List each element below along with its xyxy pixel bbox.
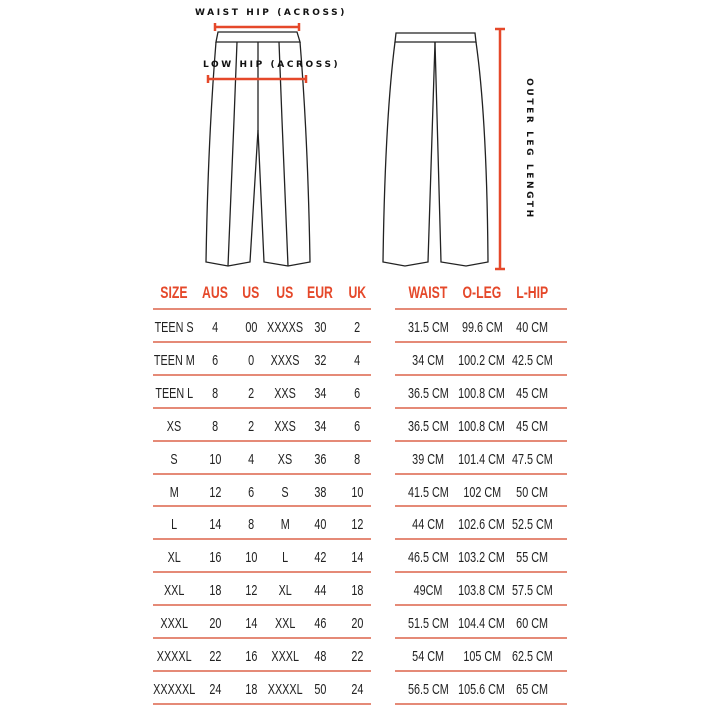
row-divider (153, 407, 371, 409)
row-divider (395, 473, 567, 475)
table-cell-text: 22 (350, 648, 364, 665)
table-cell (487, 484, 577, 501)
table-cell-text: 14 (244, 615, 258, 633)
table-cell-text: 4 (211, 319, 219, 336)
table-cell-text: XXL (274, 615, 296, 633)
table-cell-text: TEEN S (154, 319, 194, 336)
column-header (492, 283, 572, 303)
table-cell-text: 57.5 CM (511, 582, 553, 600)
table-cell-text: 30 (313, 319, 327, 336)
table-cell-text: 45 CM (516, 417, 548, 435)
table-cell-text: M (280, 516, 290, 534)
column-header-text: AUS (202, 283, 228, 302)
table-cell-text: S (281, 483, 289, 501)
table-cell-text: 18 (244, 680, 258, 698)
table-cell-text: 46 (313, 615, 327, 633)
table-cell-text: 14 (350, 549, 364, 567)
table-cell-text: 54 CM (412, 648, 444, 665)
table-cell-text: TEEN M (153, 351, 195, 369)
table-cell-text: 36 (313, 450, 327, 468)
table-cell-text: 102.6 CM (458, 516, 506, 534)
table-cell-text: 55 CM (516, 549, 548, 567)
table-cell-text: 16 (208, 549, 222, 567)
table-cell-text: XXL (163, 582, 185, 600)
row-divider (153, 571, 371, 573)
table-cell-text: XXXL (271, 648, 299, 665)
row-divider (153, 703, 371, 705)
table-cell-text: 16 (244, 648, 258, 665)
pants-diagram (0, 0, 720, 290)
table-cell-text: 20 (350, 615, 364, 633)
table-cell-text: XL (278, 582, 292, 600)
table-cell-text: 50 (313, 680, 327, 698)
table-cell-text: 8 (353, 450, 361, 468)
table-cell-text: XXS (274, 384, 296, 402)
table-cell-text: 103.8 CM (458, 582, 506, 600)
table-cell-text: 32 (313, 351, 327, 369)
table-cell-text: 49CM (413, 582, 443, 600)
table-cell-text: 12 (350, 516, 364, 534)
row-divider (395, 604, 567, 606)
column-header-text: US (276, 283, 294, 302)
table-cell-text: 105 CM (463, 648, 501, 665)
table-cell-text: XXXXS (266, 319, 304, 336)
table-cell-text: 6 (353, 417, 361, 435)
table-cell-text: 10 (208, 450, 222, 468)
outer-leg-length-label: OUTER LEG LENGTH (523, 78, 534, 220)
table-cell-text: S (170, 450, 178, 468)
table-cell (487, 451, 577, 468)
table-cell-text: 6 (247, 483, 255, 501)
column-header-text: US (242, 283, 260, 302)
table-cell-text: 36.5 CM (407, 417, 449, 435)
table-cell (487, 549, 577, 566)
table-cell-text: 2 (353, 319, 361, 336)
table-cell-text: 22 (208, 648, 222, 665)
column-header-text: UK (348, 283, 366, 302)
table-cell-text: 6 (211, 351, 219, 369)
table-cell-text: 2 (247, 384, 255, 402)
table-cell-text: 46.5 CM (407, 549, 449, 567)
table-cell (487, 681, 577, 698)
row-divider (395, 637, 567, 639)
table-cell-text: 48 (313, 648, 327, 665)
table-cell-text: 24 (350, 680, 364, 698)
table-cell-text: L (170, 516, 178, 534)
table-cell-text: 4 (353, 351, 361, 369)
row-divider (153, 670, 371, 672)
table-cell-text: XXS (274, 417, 296, 435)
row-divider (153, 341, 371, 343)
row-divider (395, 703, 567, 705)
table-cell (487, 648, 577, 665)
waist-hip-measure-line (215, 23, 299, 31)
table-cell (487, 418, 577, 435)
table-cell-text: 00 (244, 319, 258, 336)
table-cell (487, 582, 577, 599)
table-cell-text: 51.5 CM (407, 615, 449, 633)
low-hip-measure-line (208, 75, 306, 83)
header-divider (395, 308, 567, 310)
column-header-text: O-LEG (462, 283, 502, 302)
table-cell-text: XS (277, 450, 293, 468)
table-cell-text: 41.5 CM (407, 483, 449, 501)
waist-hip-label: WAIST HIP (ACROSS) (195, 8, 347, 18)
table-cell-text: 99.6 CM (461, 319, 503, 336)
table-cell-text: XXXL (160, 615, 188, 633)
row-divider (395, 571, 567, 573)
row-divider (153, 473, 371, 475)
table-cell-text: 104.4 CM (458, 615, 506, 633)
row-divider (395, 538, 567, 540)
row-divider (395, 374, 567, 376)
table-cell-text: 62.5 CM (511, 648, 553, 665)
table-cell-text: 39 CM (412, 450, 444, 468)
low-hip-label: LOW HIP (ACROSS) (203, 60, 341, 70)
table-cell-text: XXXS (270, 351, 300, 369)
row-divider (153, 637, 371, 639)
table-cell-text: 34 CM (412, 351, 444, 369)
table-cell (487, 615, 577, 632)
table-cell-text: 38 (313, 483, 327, 501)
table-cell-text: 12 (208, 483, 222, 501)
table-cell-text: L (281, 549, 289, 567)
table-cell-text: XXXXL (267, 680, 303, 698)
table-cell-text: 10 (350, 483, 364, 501)
table-cell-text: 101.4 CM (458, 450, 506, 468)
table-cell-text: 42.5 CM (511, 351, 553, 369)
table-cell-text: 8 (247, 516, 255, 534)
table-cell-text: 42 (313, 549, 327, 567)
column-header-text: SIZE (160, 283, 188, 302)
table-cell-text: TEEN L (155, 384, 193, 402)
header-divider (153, 308, 371, 310)
row-divider (395, 440, 567, 442)
row-divider (395, 341, 567, 343)
outer-leg-measure-line (495, 29, 505, 269)
table-cell-text: XS (166, 417, 182, 435)
table-cell-text: 105.6 CM (458, 680, 506, 698)
row-divider (153, 374, 371, 376)
table-cell-text: 100.2 CM (458, 351, 506, 369)
table-cell-text: 50 CM (516, 483, 548, 501)
table-cell-text: 34 (313, 417, 327, 435)
table-cell-text: 0 (247, 351, 255, 369)
table-cell-text: 14 (208, 516, 222, 534)
table-cell (487, 319, 577, 336)
table-cell-text: 52.5 CM (511, 516, 553, 534)
column-header-text: WAIST (408, 283, 448, 302)
table-cell-text: 24 (208, 680, 222, 698)
table-cell-text: M (169, 483, 179, 501)
table-cell-text: 100.8 CM (458, 417, 506, 435)
table-cell-text: 47.5 CM (511, 450, 553, 468)
row-divider (153, 604, 371, 606)
table-cell-text: 60 CM (516, 615, 548, 633)
table-cell-text: 40 CM (516, 319, 548, 336)
column-header-text: EUR (307, 283, 333, 302)
table-cell-text: 40 (313, 516, 327, 534)
table-cell-text: 10 (244, 549, 258, 567)
table-cell-text: 2 (247, 417, 255, 435)
table-cell-text: 56.5 CM (407, 680, 449, 698)
row-divider (395, 407, 567, 409)
table-cell-text: 18 (350, 582, 364, 600)
table-cell-text: 8 (211, 384, 219, 402)
table-cell-text: XXXXL (156, 648, 192, 665)
side-pants-drawing (383, 33, 488, 266)
table-cell-text: 8 (211, 417, 219, 435)
table-cell (487, 352, 577, 369)
table-cell (487, 516, 577, 533)
table-cell-text: 34 (313, 384, 327, 402)
table-cell-text: 4 (247, 450, 255, 468)
table-cell-text: XL (167, 549, 181, 567)
table-cell-text: 102 CM (463, 483, 501, 501)
row-divider (153, 440, 371, 442)
table-cell-text: 100.8 CM (458, 384, 506, 402)
table-cell-text: 6 (353, 384, 361, 402)
row-divider (395, 505, 567, 507)
table-cell-text: 44 CM (412, 516, 444, 534)
column-header (317, 283, 397, 303)
table-cell-text: 36.5 CM (407, 384, 449, 402)
row-divider (153, 505, 371, 507)
row-divider (395, 670, 567, 672)
row-divider (153, 538, 371, 540)
table-cell-text: 12 (244, 582, 258, 600)
table-cell-text: 31.5 CM (407, 319, 449, 336)
table-cell-text: XXXXXL (152, 680, 196, 698)
table-cell-text: 103.2 CM (458, 549, 506, 567)
table-cell-text: 44 (313, 582, 327, 600)
table-cell-text: 65 CM (516, 680, 548, 698)
table-cell-text: 18 (208, 582, 222, 600)
table-cell-text: 20 (208, 615, 222, 633)
table-cell-text: 45 CM (516, 384, 548, 402)
table-cell (487, 385, 577, 402)
column-header-text: L-HIP (516, 283, 548, 302)
